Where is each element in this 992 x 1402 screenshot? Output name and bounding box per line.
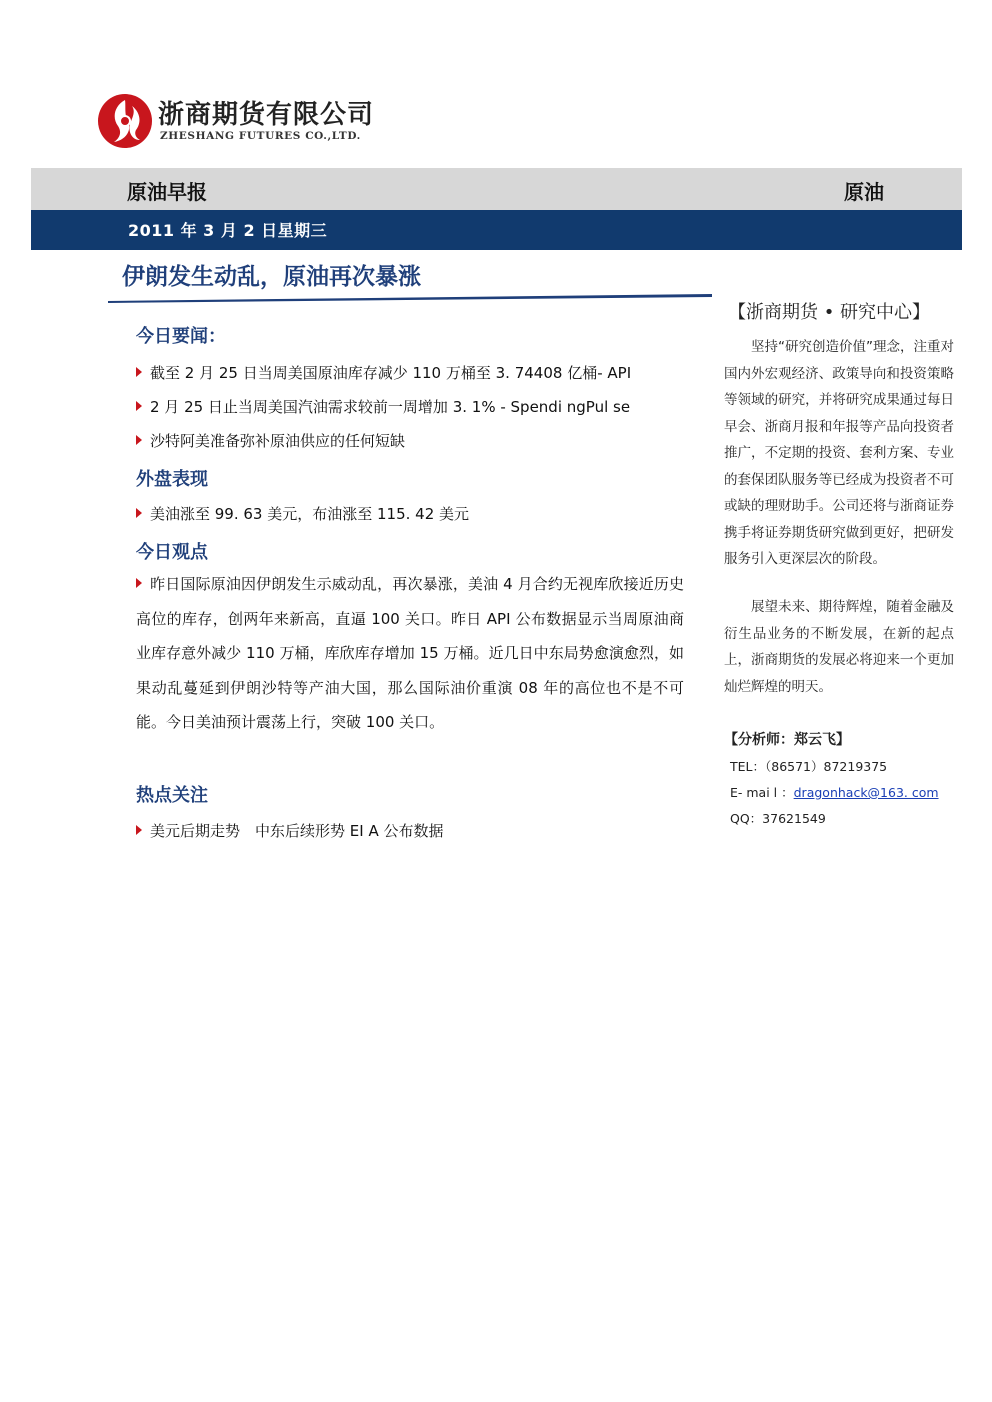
report-name: 原油早报 [127,180,207,204]
bullet-arrow-icon [136,508,142,518]
view-paragraph [136,567,684,740]
overseas-item-text: 美油涨至 99. 63 美元，布油涨至 115. 42 美元 [150,505,470,523]
bullet-arrow-icon [136,367,142,377]
date-bar [31,210,962,250]
section-title-overseas: 外盘表现 [136,469,208,490]
headline: 伊朗发生动乱，原油再次暴涨 [122,264,421,290]
news-item-text: 截至 2 月 25 日当周美国原油库存减少 110 万桶至 3. 74408 亿桶- API [150,364,632,382]
news-item-text: 沙特阿美准备弥补原油供应的任何短缺 [150,432,406,450]
headline-underline [108,292,712,304]
company-logo [96,92,396,150]
sidebar-outlook: 展望未来、期待辉煌，随着金融及衍生品业务的不断发展，在新的起点上，浙商期货的发展必将迎来一个更加灿烂辉煌的明天。 [724,599,954,695]
analyst-tel: TEL：（86571）87219375 [730,759,888,774]
view-paragraph-text: 昨日国际原油因伊朗发生示威动乱，再次暴涨，美油 4 月合约无视库欣接近历史高位的库存，创两年来新高，直逼 100 关口。昨日 API 公布数据显示当周原油商业库存意外减少 110 万桶，库欣库存增加 15 万桶。近几日中东局势愈演愈烈，如果动乱蔓延到伊朗沙特等产油大国，那么国际油价重演 08 年的高位也不是不可能。今日美油预计震荡上行，突破 100 关口。 [136,575,684,731]
company-name-cn: 浙商期货有限公司 [158,100,375,130]
news-item [136,430,405,452]
email-label: E- mai l ： [730,785,794,800]
bullet-arrow-icon [136,401,142,411]
focus-item-text: 美元后期走势 中东后续形势 EI A 公布数据 [150,822,444,840]
sidebar-title: 【浙商期货 • 研究中心】 [728,302,931,323]
section-title-view: 今日观点 [136,542,208,563]
email-link[interactable]: dragonhack@163. com [793,785,939,800]
company-name-en: ZHESHANG FUTURES CO.,LTD. [160,130,361,142]
sidebar-intro: 坚持“研究创造价值”理念，注重对国内外宏观经济、政策导向和投资策略等领域的研究，并将研究成果通过每日早会、浙商月报和年报等产品向投资者推广，不定期的投资、套利方案、专业的套保团队服务等已经成为投资者不可或缺的理财助手。公司还将与浙商证券携手将证券期货研究做到更好，把研发服务引入更深层次的阶段。 [724,339,954,567]
bullet-arrow-icon [136,825,142,835]
bullet-arrow-icon [136,435,142,445]
overseas-item [136,503,469,525]
report-date: 2011 年 3 月 2 日星期三 [128,221,328,240]
news-item [136,396,630,418]
analyst-qq: QQ：37621549 [730,811,826,826]
section-title-news: 今日要闻： [136,326,226,347]
report-category: 原油 [844,180,884,204]
report-title-bar [31,168,962,210]
news-item-text: 2 月 25 日止当周美国汽油需求较前一周增加 3. 1% - Spendi ngPul se [150,398,631,416]
news-item [136,362,631,384]
section-title-focus: 热点关注 [136,785,208,806]
analyst-email-row [730,783,939,801]
analyst-title: 【分析师：郑云飞】 [724,732,850,748]
bullet-arrow-icon [136,578,142,588]
company-logo-icon [96,92,154,150]
focus-item [136,820,443,842]
